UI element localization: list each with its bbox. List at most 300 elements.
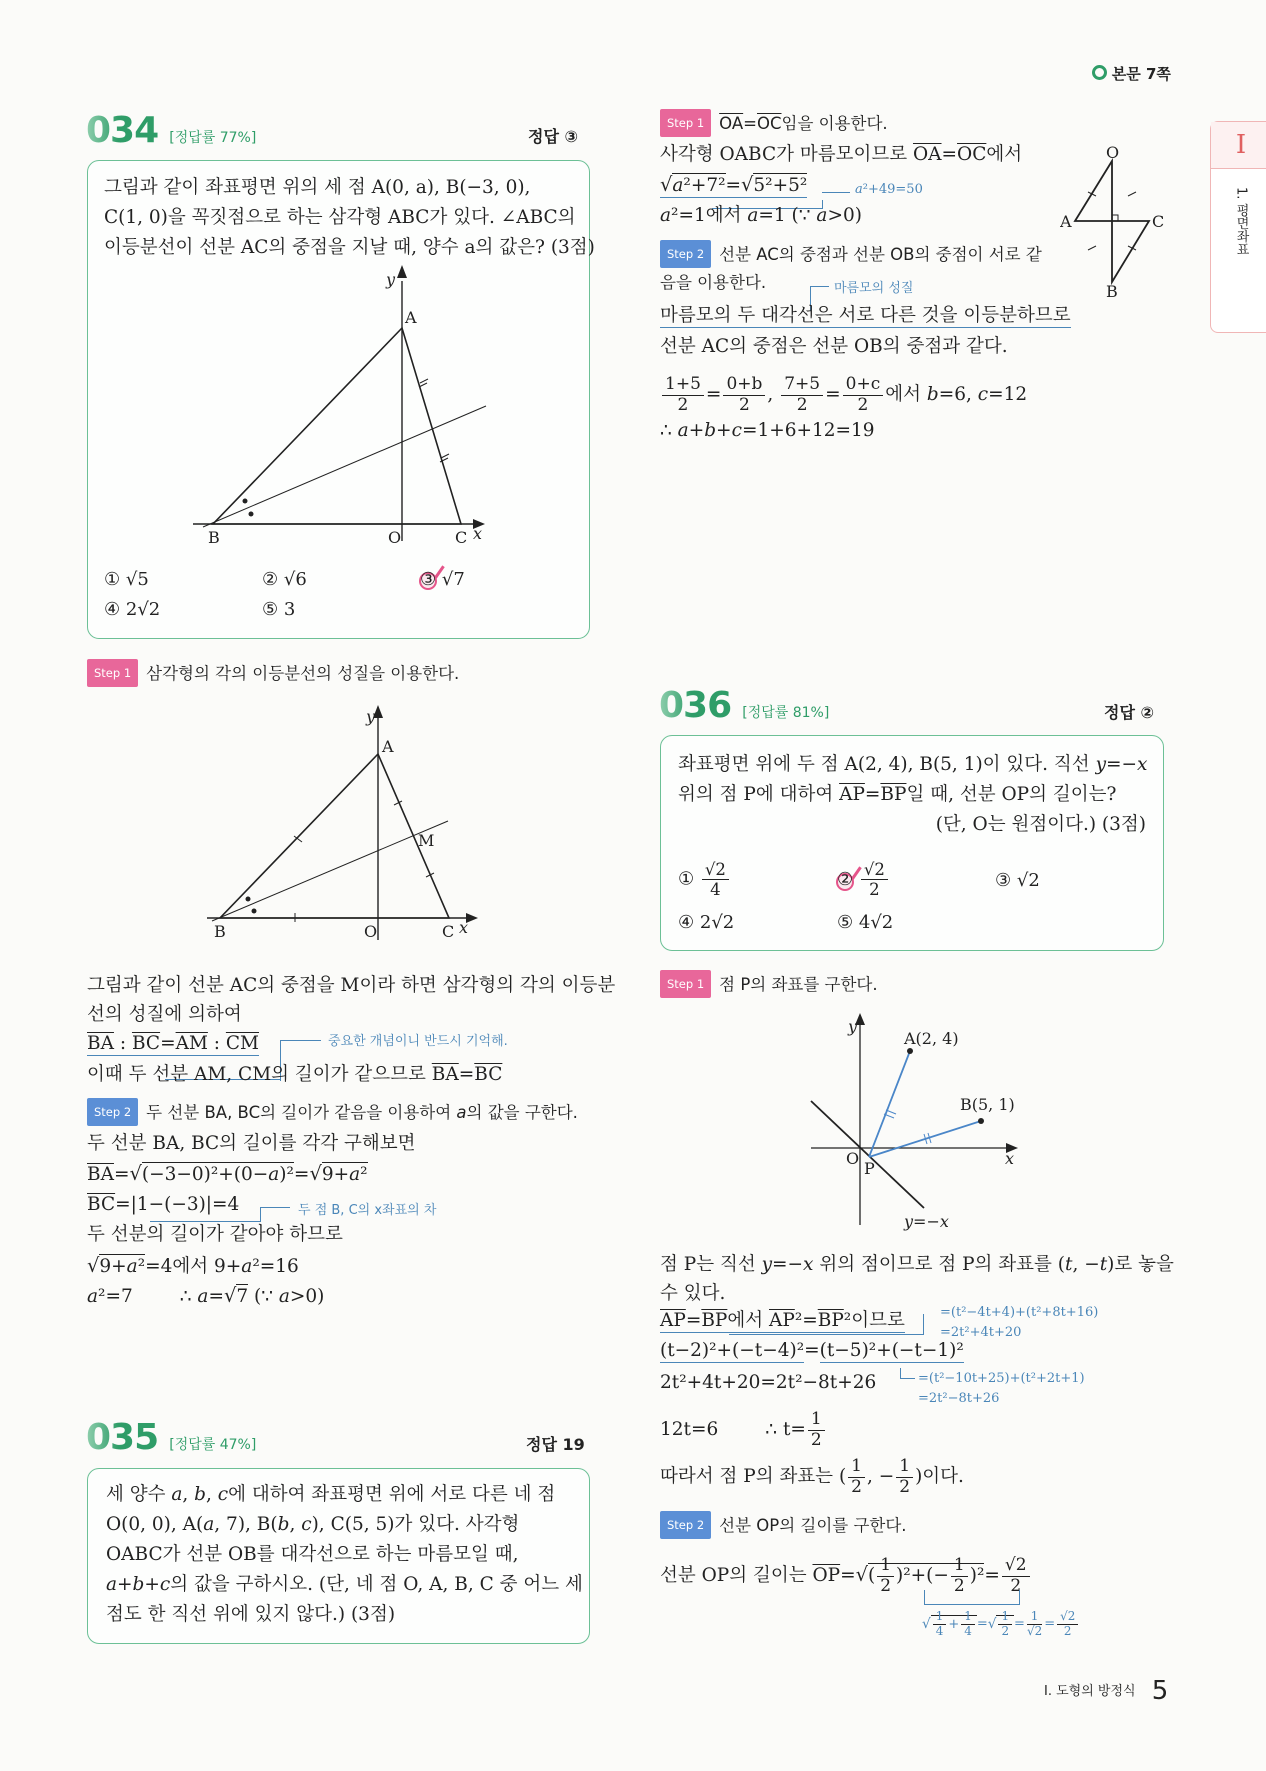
- text-run: =: [864, 784, 881, 805]
- text-run: ,: [767, 384, 780, 406]
- problem-number: 036: [659, 685, 732, 726]
- segment-notation: $\overline{BA}$: [431, 1064, 459, 1085]
- root-equation: [660, 175, 807, 198]
- text-run: 따라서 점 P의 좌표는 (: [660, 1466, 847, 1488]
- radical-sign-icon: √: [660, 173, 673, 196]
- step1-badge: Step 1: [660, 109, 711, 137]
- segment-notation: $\overline{OA}$: [912, 144, 942, 165]
- numerator: 1: [1027, 1610, 1042, 1625]
- left-side: (t−2)²+(−t−4)²: [660, 1340, 805, 1361]
- segment-notation: $\overline{AP}$: [660, 1310, 686, 1331]
- text-run: (∵: [248, 1286, 279, 1307]
- text-run: ²=1에서: [671, 205, 748, 226]
- question-line: [106, 1572, 583, 1598]
- label-c: C: [442, 922, 455, 941]
- math-variable: t: [1099, 1254, 1108, 1275]
- numerator: 1: [933, 1610, 947, 1625]
- choice-value: [859, 912, 893, 933]
- numerator: √2: [702, 860, 729, 880]
- text-run: =: [825, 384, 841, 406]
- annotation-note: 두 점 B, C의 x좌표의 차: [298, 1203, 437, 1218]
- chapter-side-tab[interactable]: [1210, 121, 1266, 333]
- solution-line: [87, 1161, 368, 1188]
- step-text: [719, 114, 887, 133]
- choice-mark: ④: [104, 599, 121, 620]
- text-run: 이때 두 선분 AM, CM의 길이가 같으므로: [87, 1064, 432, 1085]
- text-run: ²이므로: [843, 1310, 905, 1331]
- y-arrow-icon: [397, 265, 407, 278]
- numerator: √2: [861, 860, 888, 880]
- choice-mark: ⑤: [837, 912, 854, 933]
- text-run: 두 선분 BA, BC의 길이가 같음을 이용하여: [146, 1103, 457, 1122]
- math-variable: b: [926, 384, 939, 406]
- choice-1[interactable]: [678, 860, 731, 899]
- fraction: [781, 375, 823, 415]
- math-variable: a: [203, 1514, 215, 1535]
- radicand: [996, 1609, 1014, 1638]
- radical-sign-icon: √: [987, 1615, 997, 1632]
- text-run: =: [208, 1286, 224, 1307]
- triangle-figure: [88, 161, 589, 638]
- radicand: [868, 1555, 985, 1596]
- text-run: )²+(−: [896, 1565, 949, 1587]
- text-run: 에서: [885, 384, 927, 406]
- math-variable: a: [672, 175, 684, 196]
- numerator: 0+b: [723, 375, 765, 396]
- square-root: [741, 175, 807, 196]
- choice-3[interactable]: [420, 569, 465, 590]
- right-side: (t−5)²+(−t−1)²: [819, 1340, 964, 1361]
- text-run: =−: [772, 1254, 804, 1275]
- choice-value: √5: [125, 569, 149, 590]
- denominator: 2: [1001, 1623, 1010, 1638]
- fraction: [1057, 1610, 1078, 1638]
- step2-badge: Step 2: [660, 240, 711, 268]
- step-text: 선분 OP의 길이를 구한다.: [719, 1516, 907, 1535]
- solution-line: [660, 1252, 1174, 1278]
- text-run: =: [113, 1164, 130, 1185]
- choice-3[interactable]: [995, 870, 1040, 891]
- question-line: [106, 1512, 519, 1538]
- segment-notation: $\overline{OA}$: [719, 114, 744, 133]
- text-run: =: [458, 1064, 475, 1085]
- radicand: [142, 1162, 294, 1185]
- numerator: 1: [961, 1610, 975, 1625]
- segment-notation: $\overline{BC}$: [474, 1064, 503, 1085]
- label-b: B(5, 1): [960, 1095, 1015, 1114]
- choice-value: √7: [441, 569, 465, 590]
- math-variable: c: [301, 1514, 312, 1535]
- math-variable: a: [126, 1256, 138, 1277]
- text-run: :: [113, 1033, 132, 1054]
- denominator: 2: [1010, 1575, 1022, 1596]
- text-run: 점도 한 직선 위에 있지 않다.) (3점): [106, 1604, 396, 1625]
- segment-notation: $\overline{BA}$: [87, 1033, 114, 1054]
- text-run: 위의 점이므로 점 P의 좌표를 (: [813, 1254, 1066, 1275]
- annotation-note: [922, 1610, 1080, 1638]
- text-run: 사각형 OABC가 마름모이므로: [660, 144, 913, 165]
- text-run: ∴ t=: [718, 1419, 806, 1441]
- text-run: √2: [1016, 870, 1040, 891]
- bisector-figure: [190, 700, 490, 950]
- choice-value: √6: [283, 569, 307, 590]
- denominator: 4: [710, 880, 721, 900]
- choice-mark: ②: [837, 868, 854, 890]
- problem-034-header: [86, 110, 256, 151]
- square-root: [660, 175, 726, 196]
- footer-chapter: I. 도형의 방정식: [1044, 1684, 1136, 1699]
- text-run: 7: [236, 1286, 249, 1307]
- square-root: [922, 1609, 977, 1638]
- denominator: 2: [953, 1575, 965, 1596]
- math-variable: b: [277, 1514, 290, 1535]
- radical-sign-icon: √: [855, 1563, 868, 1587]
- solution-line: 수 있다.: [660, 1283, 726, 1304]
- text-run: )²: [279, 1164, 294, 1185]
- numerator: 1: [848, 1457, 865, 1478]
- annotation-note: 마름모의 성질: [834, 281, 914, 296]
- math-variable: a: [241, 1256, 253, 1277]
- radical-sign-icon: √: [223, 1284, 237, 1307]
- page-ref-text: 본문 7쪽: [1111, 65, 1171, 83]
- segment-notation: $\overline{AM}$: [175, 1033, 208, 1054]
- choice-4[interactable]: [104, 599, 160, 620]
- annotation-note: 중요한 개념이니 반드시 기억해.: [328, 1034, 508, 1049]
- label-o: O: [388, 528, 402, 547]
- numerator: 1+5: [662, 375, 704, 396]
- label-m: M: [418, 831, 435, 850]
- math-variable: c: [977, 384, 989, 406]
- solution-line: 그림과 같이 선분 AC의 중점을 M이라 하면 삼각형의 각의 이등분: [87, 975, 616, 996]
- choice-5[interactable]: [837, 912, 893, 933]
- denominator: 2: [869, 880, 880, 900]
- text-run: 좌표평면 위에 두 점 A(2, 4), B(5, 1)이 있다. 직선: [678, 754, 1096, 775]
- label-o: O: [846, 1149, 860, 1168]
- text-run: =: [705, 384, 722, 406]
- choice-mark: ①: [104, 569, 121, 590]
- text-run: =1+6+12=19: [741, 420, 875, 441]
- text-run: ,: [206, 1484, 218, 1505]
- question-line: [106, 1542, 518, 1568]
- side-tab-chapter: 1. 평면좌표: [1233, 187, 1249, 256]
- choice-mark: ④: [678, 912, 695, 933]
- text-run: 2√2: [699, 912, 735, 933]
- segment-notation: $\overline{OP}$: [812, 1565, 841, 1587]
- note-arrow-line: [822, 192, 850, 194]
- text-run: OABC가 선분 OB를 대각선으로 하는 마름모일 때,: [106, 1544, 519, 1565]
- choice-mark: ①: [678, 868, 695, 890]
- numerator: 0+c: [843, 375, 884, 396]
- choice-1[interactable]: [104, 569, 149, 590]
- square-root: [87, 1256, 145, 1277]
- annotation-note: =2t²−8t+26: [918, 1391, 1000, 1406]
- denominator: 2: [880, 1575, 892, 1596]
- choice-value: [1017, 870, 1040, 891]
- circle-icon: [1092, 65, 1107, 80]
- segment-notation: $\overline{BP}$: [817, 1310, 844, 1331]
- label-b: B: [1106, 282, 1118, 300]
- text-run: ), C(5, 5)가 있다. 사각형: [311, 1514, 520, 1535]
- text-run: 임을 이용한다.: [781, 114, 888, 133]
- solution-line: 두 선분의 길이가 같아야 하므로: [87, 1224, 343, 1245]
- math-variable: b: [132, 1574, 145, 1595]
- fraction: [702, 860, 729, 899]
- text-run: =: [941, 144, 958, 165]
- text-run: 9+: [321, 1164, 350, 1185]
- text-run: =: [984, 1565, 1000, 1587]
- question-line: [936, 812, 1146, 838]
- radicand: [99, 1254, 145, 1277]
- coordinate-figure: [800, 1010, 1040, 1240]
- problem-035-box: [87, 1468, 590, 1644]
- text-run: 세 양수: [106, 1484, 172, 1505]
- answer-label: 정답 ③: [528, 127, 579, 146]
- text-run: =: [840, 1565, 856, 1587]
- question-line: C(1, 0)을 꼭짓점으로 하는 삼각형 ABC가 있다. ∠ABC의: [104, 207, 576, 228]
- denominator: 2: [677, 394, 689, 415]
- text-run: 에서: [727, 1310, 769, 1331]
- denominator: 2: [899, 1476, 911, 1497]
- denominator: √2: [1026, 1623, 1043, 1638]
- math-variable: c: [217, 1484, 229, 1505]
- step2-heading: [660, 1511, 907, 1539]
- choice-mark: ③: [420, 569, 437, 590]
- label-b: B: [214, 922, 226, 941]
- text-run: ,: [289, 1514, 302, 1535]
- label-a: A: [405, 308, 417, 327]
- label-x: x: [473, 524, 483, 543]
- text-run: 점 P는 직선: [660, 1254, 762, 1275]
- text-run: :: [207, 1033, 226, 1054]
- text-run: )²: [969, 1565, 985, 1587]
- text-run: >0): [289, 1286, 325, 1307]
- choice-mark: ③: [995, 870, 1012, 891]
- text-run: (단, O는 원점이다.) (3점): [935, 814, 1146, 835]
- problem-034-box: [87, 160, 595, 639]
- math-variable: a: [197, 1286, 209, 1307]
- denominator: 2: [1063, 1623, 1072, 1638]
- radical-sign-icon: √: [309, 1162, 322, 1185]
- text-run: 9+: [99, 1256, 127, 1277]
- page-number: 5: [1151, 1676, 1169, 1706]
- label-o: O: [364, 922, 378, 941]
- square-root: [309, 1164, 367, 1185]
- numerator: 1: [998, 1610, 1012, 1625]
- text-run: =: [725, 175, 742, 196]
- fraction: [848, 1457, 865, 1497]
- text-run: +: [716, 420, 732, 441]
- annotation-note: =2t²+4t+20: [940, 1325, 1022, 1340]
- question-line: 그림과 같이 좌표평면 위의 세 점 A(0, a), B(−3, 0),: [104, 177, 531, 198]
- text-run: (: [868, 1565, 876, 1587]
- text-run: ∴: [132, 1286, 198, 1307]
- text-run: =−: [1106, 754, 1138, 775]
- choice-value: 2√2: [125, 599, 161, 620]
- page-reference: [1092, 63, 1171, 84]
- equals: =: [804, 1340, 820, 1361]
- square-root: [987, 1609, 1014, 1638]
- footer: [1044, 1676, 1168, 1706]
- solution-line: 2t²+4t+20=2t²−8t+26: [660, 1372, 877, 1393]
- text-run: +: [688, 420, 705, 441]
- math-variable: a: [855, 182, 863, 197]
- segment-notation: $\overline{BC}$: [131, 1033, 161, 1054]
- label-p: P: [864, 1159, 875, 1178]
- problem-number: 034: [86, 110, 159, 151]
- text-run: =1 (∵: [758, 205, 817, 226]
- segment-notation: $\overline{AP}$: [839, 784, 865, 805]
- math-variable: a: [278, 1286, 290, 1307]
- fraction: [662, 375, 704, 415]
- text-run: =4에서 9+: [145, 1256, 242, 1277]
- choice-value: 3: [283, 599, 296, 620]
- radical-sign-icon: √: [129, 1162, 142, 1185]
- text-run: ,: [182, 1484, 195, 1505]
- label-b: B: [208, 528, 220, 547]
- choice-mark: ⑤: [262, 599, 279, 620]
- fraction: [961, 1610, 975, 1638]
- text-run: 의 값을 구한다.: [466, 1103, 578, 1122]
- denominator: 4: [964, 1623, 972, 1638]
- text-run: 5²+5²: [753, 175, 808, 196]
- text-run: =12: [988, 384, 1028, 406]
- solution-line: [660, 172, 807, 199]
- correct-rate: [정답률 77%]: [169, 130, 257, 146]
- question-line: [106, 1602, 395, 1628]
- radicand: [931, 1609, 977, 1638]
- denominator: 4: [935, 1623, 944, 1638]
- math-variable: a: [268, 1164, 280, 1185]
- text-run: =: [976, 1616, 988, 1632]
- numerator: √2: [1057, 1610, 1078, 1625]
- note-arrow-line: [900, 1368, 915, 1379]
- numerator: 1: [877, 1556, 894, 1577]
- solution-line: [660, 1410, 827, 1450]
- rhombus-property: 마름모의 두 대각선은 서로 다른 것을 이등분하므로: [660, 305, 1071, 326]
- problem-036-box: [660, 735, 1164, 951]
- segment-notation: $\overline{BP}$: [701, 1310, 728, 1331]
- step2-heading: [660, 240, 1042, 268]
- step-text: 삼각형의 각의 이등분선의 성질을 이용한다.: [146, 664, 460, 683]
- segment-notation: $\overline{BP}$: [880, 784, 907, 805]
- math-variable: a: [677, 420, 689, 441]
- numerator: 1: [808, 1410, 825, 1431]
- text-run: >0): [827, 205, 862, 226]
- square-root: [855, 1555, 985, 1596]
- solution-line: [660, 1457, 964, 1497]
- text-run: (−3−0)²+(0−: [141, 1164, 269, 1185]
- text-run: 일 때, 선분 OP의 길이는?: [906, 784, 1117, 805]
- choice-value: [700, 912, 734, 933]
- solution-line: [660, 203, 862, 229]
- radicand: [672, 173, 725, 196]
- choice-4[interactable]: [678, 912, 734, 933]
- solution-line: [87, 1062, 502, 1088]
- square-root: [129, 1164, 293, 1185]
- text-run: , −: [1072, 1254, 1100, 1275]
- text-run: =: [293, 1164, 310, 1185]
- radical-sign-icon: √: [87, 1254, 100, 1277]
- label-x: x: [459, 918, 469, 937]
- choice-2[interactable]: [262, 569, 307, 590]
- answer-label: 정답 ②: [1104, 703, 1155, 722]
- fraction: [998, 1610, 1012, 1638]
- note-arrow-line: [260, 1207, 290, 1209]
- math-variable: x: [803, 1254, 814, 1275]
- math-variable: a: [87, 1286, 99, 1307]
- fraction: [896, 1457, 913, 1497]
- segment-notation: $\overline{OC}$: [756, 114, 782, 133]
- text-run: =: [1014, 1616, 1025, 1632]
- math-variable: b: [704, 420, 717, 441]
- rhombus-figure: [1060, 140, 1170, 300]
- label-a: A: [382, 737, 394, 756]
- radical-sign-icon: √: [922, 1615, 931, 1632]
- text-run: ²=16: [252, 1256, 299, 1277]
- text-run: 4√2: [858, 912, 894, 933]
- label-o: O: [1106, 143, 1120, 162]
- step2-heading: [87, 1098, 578, 1126]
- step2-badge: Step 2: [660, 1511, 711, 1539]
- solution-line: [87, 1031, 259, 1057]
- label-y: y: [386, 270, 396, 289]
- problem-number: 035: [86, 1417, 159, 1458]
- annotation-note: =(t²−10t+25)+(t²+2t+1): [918, 1371, 1085, 1386]
- correct-rate: [정답률 81%]: [742, 705, 830, 721]
- line-y-neg-x: [811, 1101, 924, 1208]
- text-run: +: [117, 1574, 133, 1595]
- step1-heading: [660, 970, 878, 998]
- text-run: ²: [360, 1164, 368, 1185]
- text-run: =6,: [938, 384, 978, 406]
- label-a: A(2, 4): [904, 1029, 959, 1048]
- solution-line: [660, 418, 875, 444]
- denominator: 2: [810, 1429, 822, 1450]
- text-run: , −: [867, 1466, 895, 1488]
- choice-5[interactable]: [262, 599, 295, 620]
- solution-line: [660, 375, 1027, 415]
- text-run: ²=: [794, 1310, 818, 1331]
- segment-notation: $\overline{CM}$: [225, 1033, 259, 1054]
- choice-2[interactable]: [837, 860, 890, 899]
- question-line: [678, 752, 1147, 778]
- square-root: [224, 1286, 248, 1307]
- solution-line: 선의 성질에 의하여: [87, 1004, 242, 1025]
- denominator: 2: [796, 394, 808, 415]
- math-variable: c: [731, 420, 742, 441]
- radicand: [322, 1162, 368, 1185]
- step1-badge: Step 1: [87, 659, 138, 687]
- radicand: [753, 173, 807, 196]
- label-y: y: [366, 707, 376, 726]
- denominator: 2: [851, 1476, 862, 1497]
- segment-notation: $\overline{OC}$: [957, 144, 987, 165]
- fraction: [1027, 1610, 1042, 1638]
- text-run: ²+7²: [683, 175, 726, 196]
- answer-label: 정답 19: [526, 1435, 585, 1454]
- math-variable: b: [194, 1484, 207, 1505]
- text-run: )로 놓을: [1107, 1254, 1174, 1275]
- step-text: 점 P의 좌표를 구한다.: [719, 975, 878, 994]
- text-run: )이다.: [915, 1466, 964, 1488]
- text-run: +: [948, 1616, 960, 1632]
- text-run: =: [1044, 1616, 1056, 1632]
- text-run: =: [685, 1310, 702, 1331]
- fraction: [877, 1556, 894, 1596]
- question-line: 이등분선이 선분 AC의 중점을 지날 때, 양수 a의 값은? (3점): [104, 237, 595, 258]
- math-variable: a: [171, 1484, 183, 1505]
- radicand: [236, 1284, 248, 1307]
